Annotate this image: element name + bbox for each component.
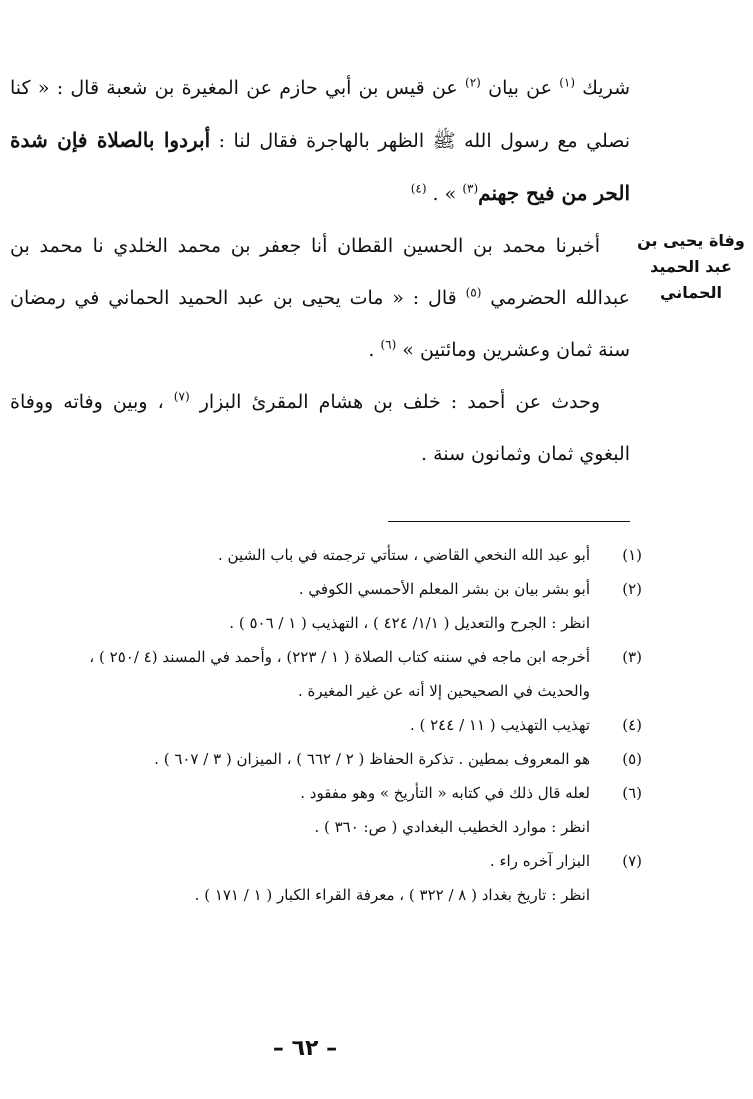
text-run: قال : « مات يحيى بن عبد الحميد الحماني في رمضان سنة ثمان وعشرين ومائتين » <box>10 287 630 361</box>
hadith-bold-text: أبردوا بالصلاة فإن شدة الحر من فيح جهنم <box>10 128 630 205</box>
footnote-ref-2[interactable]: (٢) <box>465 75 481 90</box>
footnote-ref-3[interactable]: (٣) <box>462 181 479 196</box>
text-run: شريك <box>575 77 630 99</box>
footnote-ref-7[interactable]: (٧) <box>173 389 190 404</box>
text-run: عن بيان <box>480 77 560 99</box>
footnote-text: لعله قال ذلك في كتابه « التأريخ » وهو مفقود . <box>300 784 590 802</box>
paragraph-narrators <box>10 376 630 480</box>
footnote-7 <box>10 844 642 912</box>
footnote-1 <box>10 538 642 572</box>
footnote-6 <box>10 776 642 844</box>
footnote-text: انظر : تاريخ بغداد ( ٨ / ٣٢٢ ) ، معرفة القراء الكبار ( ١ / ١٧١ ) . <box>194 886 590 904</box>
footnote-number: (٣) <box>622 648 642 666</box>
footnote-text: أخرجه ابن ماجه في سننه كتاب الصلاة ( ١ / ٢٢٣) ، وأحمد في المسند (٤ /٢٥٠ ) ، <box>89 648 590 666</box>
footnote-ref-5[interactable]: (٥) <box>465 285 482 300</box>
footnote-number: (٤) <box>622 716 642 734</box>
text-run: أخبرنا محمد بن الحسين القطان أنا جعفر بن محمد الخلدي نا محمد بن عبدالله الحضرمي <box>10 235 630 309</box>
text-run: عن قيس بن أبي حازم عن المغيرة بن شعبة قال : « كنا نصلي مع رسول الله ﷺ الظهر بالهاجرة فقال لنا : <box>10 77 630 152</box>
text-run: ، وبين وفاته ووفاة البغوي ثمان وثمانون سنة . <box>10 391 630 465</box>
footnote-number: (٢) <box>622 580 642 598</box>
margin-heading-line: عبد الحميد <box>650 257 732 276</box>
footnote-text: تهذيب التهذيب ( ١١ / ٢٤٤ ) . <box>409 716 590 734</box>
footnote-text: أبو بشر بيان بن بشر المعلم الأحمسي الكوفي . <box>298 580 590 598</box>
footnotes <box>10 538 642 912</box>
footnote-text: هو المعروف بمطين . تذكرة الحفاظ ( ٢ / ٦٦٢ ) ، الميزان ( ٣ / ٦٠٧ ) . <box>154 750 590 768</box>
footnote-4 <box>10 708 642 742</box>
footnote-2 <box>10 572 642 640</box>
footnote-ref-1[interactable]: (١) <box>559 75 576 90</box>
paragraph-death-report <box>10 220 630 376</box>
footnote-number: (٦) <box>622 784 642 802</box>
paragraph-hadith <box>10 62 630 220</box>
footnote-text: والحديث في الصحيحين إلا أنه عن غير المغيرة . <box>297 682 590 700</box>
margin-heading-line: وفاة يحيى بن <box>637 231 745 250</box>
footnote-separator <box>388 521 630 522</box>
footnote-number: (١) <box>622 546 642 564</box>
text-run: » . <box>426 183 463 205</box>
footnote-ref-4[interactable]: (٤) <box>410 181 427 196</box>
footnote-5 <box>10 742 642 776</box>
main-text <box>10 62 630 480</box>
footnote-text: أبو عبد الله النخعي القاضي ، ستأتي ترجمته في باب الشين . <box>218 546 590 564</box>
footnote-number: (٧) <box>622 852 642 870</box>
footnote-text: البزار آخره راء . <box>489 852 590 870</box>
footnote-ref-6[interactable]: (٦) <box>380 337 397 352</box>
footnote-3 <box>10 640 642 708</box>
text-run: . <box>368 339 381 361</box>
footnote-text: انظر : الجرح والتعديل ( ١/١/ ٤٢٤ ) ، التهذيب ( ١ / ٥٠٦ ) . <box>229 614 590 632</box>
footnote-number: (٥) <box>622 750 642 768</box>
text-run: وحدث عن أحمد : خلف بن هشام المقرئ البزار <box>189 391 600 413</box>
margin-heading-line: الحماني <box>660 283 722 302</box>
footnote-text: انظر : موارد الخطيب البغدادي ( ص: ٣٦٠ ) . <box>314 818 590 836</box>
page-number: – ٦٢ – <box>272 1036 338 1061</box>
margin-heading <box>636 228 746 306</box>
